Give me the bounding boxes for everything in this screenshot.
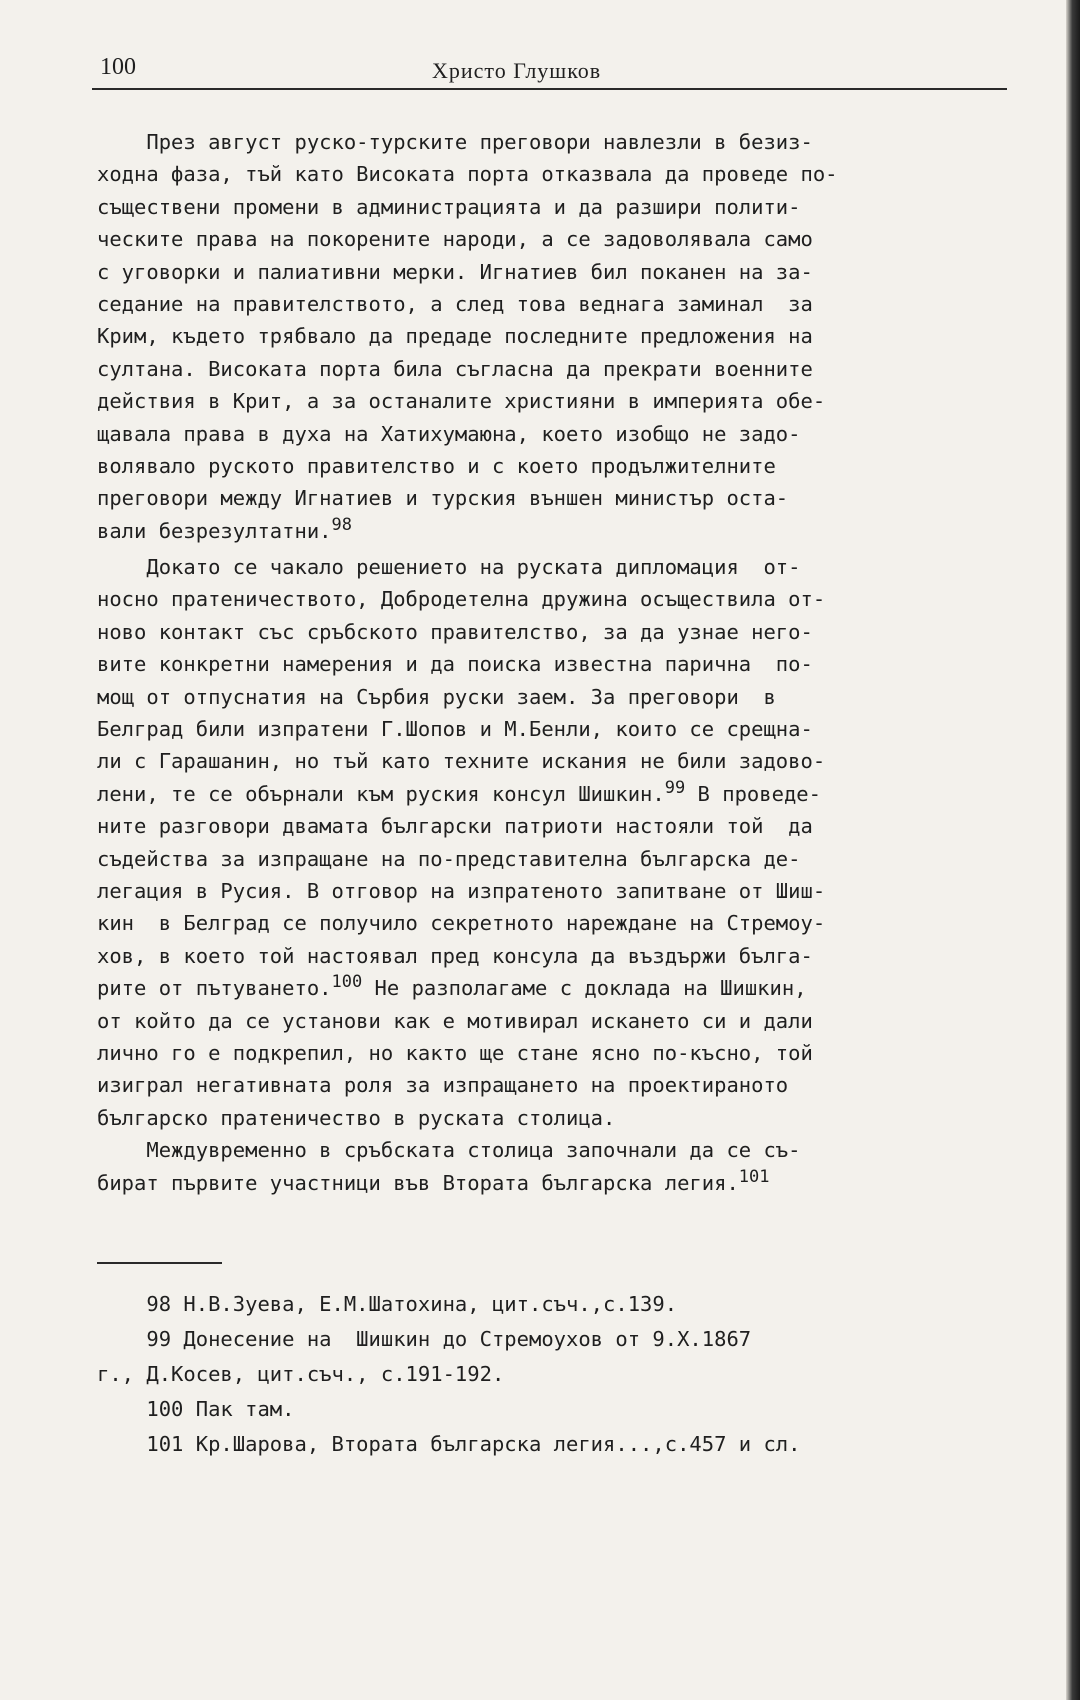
text-line: [97, 972, 1017, 1004]
text-line: Докато се чакало решението на руската дипломация от-: [97, 555, 801, 580]
text-line: от който да се установи как е мотивирал искането си и дали: [97, 1008, 813, 1033]
footnotes: [97, 1287, 1017, 1462]
footnote-99: 99 Донесение на Шишкин до Стремоухов от 9.Х.1867: [97, 1327, 752, 1351]
text-line: носно пратеничеството, Добродетелна дружина осъществила от-: [97, 587, 826, 612]
text-line: ли с Гарашанин, но тъй като техните искания не били задово-: [97, 749, 826, 774]
footnote-100: 100 Пак там.: [97, 1397, 295, 1421]
text-line: съдейства за изпращане на по-представителна българска де-: [97, 846, 801, 871]
text-segment: лени, те се обърнали към руския консул Шишкин.: [97, 781, 665, 806]
page-header: [92, 54, 1007, 90]
text-line: с уговорки и палиативни мерки. Игнатиев бил поканен на за-: [97, 259, 813, 284]
footnote-separator: [97, 1262, 222, 1264]
text-line: ходна фаза, тъй като Високата порта отказвала да проведе по-: [97, 162, 838, 187]
text-line: лично го е подкрепил, но както ще стане ясно по-късно, той: [97, 1040, 813, 1065]
text-line: вите конкретни намерения и да поиска известна парична по-: [97, 652, 813, 677]
text-line: [97, 1167, 1017, 1199]
text-line: [97, 778, 1017, 810]
footnote-ref-99: 99: [664, 777, 686, 798]
footnote-99-cont: г., Д.Косев, цит.съч., с.191-192.: [97, 1362, 505, 1386]
text-line: съществени промени в администрацията и да разшири полити-: [97, 194, 801, 219]
text-line: Междувременно в сръбската столица започнали да се съ-: [97, 1138, 801, 1163]
text-line: седание на правителството, а след това веднага заминал за: [97, 291, 813, 316]
text-line: преговори между Игнатиев и турския външен министър оста-: [97, 486, 789, 511]
text-line: българско пратеничество в руската столица.: [97, 1105, 616, 1130]
page-number: 100: [100, 54, 136, 80]
footnote-ref-100: 100: [331, 972, 363, 993]
text-line: кин в Белград се получило секретното нареждане на Стремоу-: [97, 911, 826, 936]
text-line: ново контакт със сръбското правителство, за да узнае него-: [97, 619, 813, 644]
text-line: волявало руското правителство и с което продължителните: [97, 453, 776, 478]
text-segment: В проведе-: [685, 781, 821, 806]
footnote-98: 98 Н.В.Зуева, Е.М.Шатохина, цит.съч.,с.139.: [97, 1292, 678, 1316]
footnote-101: 101 Кр.Шарова, Втората българска легия...,с.457 и сл.: [97, 1432, 801, 1456]
text-line: ните разговори двамата български патриоти настояли той да: [97, 814, 813, 839]
text-line: Белград били изпратени Г.Шопов и М.Бенли, които се срещна-: [97, 717, 813, 742]
page-edge-shadow: [1066, 0, 1080, 1700]
text-line: През август руско-турските преговори навлезли в безиз-: [97, 130, 813, 154]
text-line: ческите права на покорените народи, а се задоволявала само: [97, 227, 813, 252]
text-segment: рите от пътуването.: [97, 976, 332, 1001]
footnote-ref-98: 98: [331, 514, 352, 535]
main-text: [97, 126, 1017, 1199]
text-line: султана. Високата порта била съгласна да прекрати военните: [97, 356, 813, 381]
text-line: хов, в което той настоявал пред консула да въздържи бълга-: [97, 943, 813, 968]
footnote-ref-101: 101: [738, 1166, 770, 1187]
text-line: легация в Русия. В отговор на изпратеното запитване от Шиш-: [97, 878, 826, 903]
text-segment: вали безрезултатни.: [97, 518, 332, 543]
text-segment: Не разполагаме с доклада на Шишкин,: [362, 976, 807, 1001]
text-line: [97, 515, 1017, 547]
text-line: щавала права в духа на Хатихумаюна, което изобщо не задо-: [97, 421, 801, 446]
text-line: мощ от отпуснатия на Сърбия руски заем. За преговори в: [97, 684, 776, 709]
text-segment: бират първите участници във Втората българска легия.: [97, 1170, 739, 1195]
running-head: Христо Глушков: [432, 58, 602, 83]
text-line: изиграл негативната роля за изпращането на проектираното: [97, 1073, 789, 1098]
text-line: действия в Крит, а за останалите християни в империята обе-: [97, 389, 826, 414]
text-line: Крим, където трябвало да предаде последните предложения на: [97, 324, 813, 349]
